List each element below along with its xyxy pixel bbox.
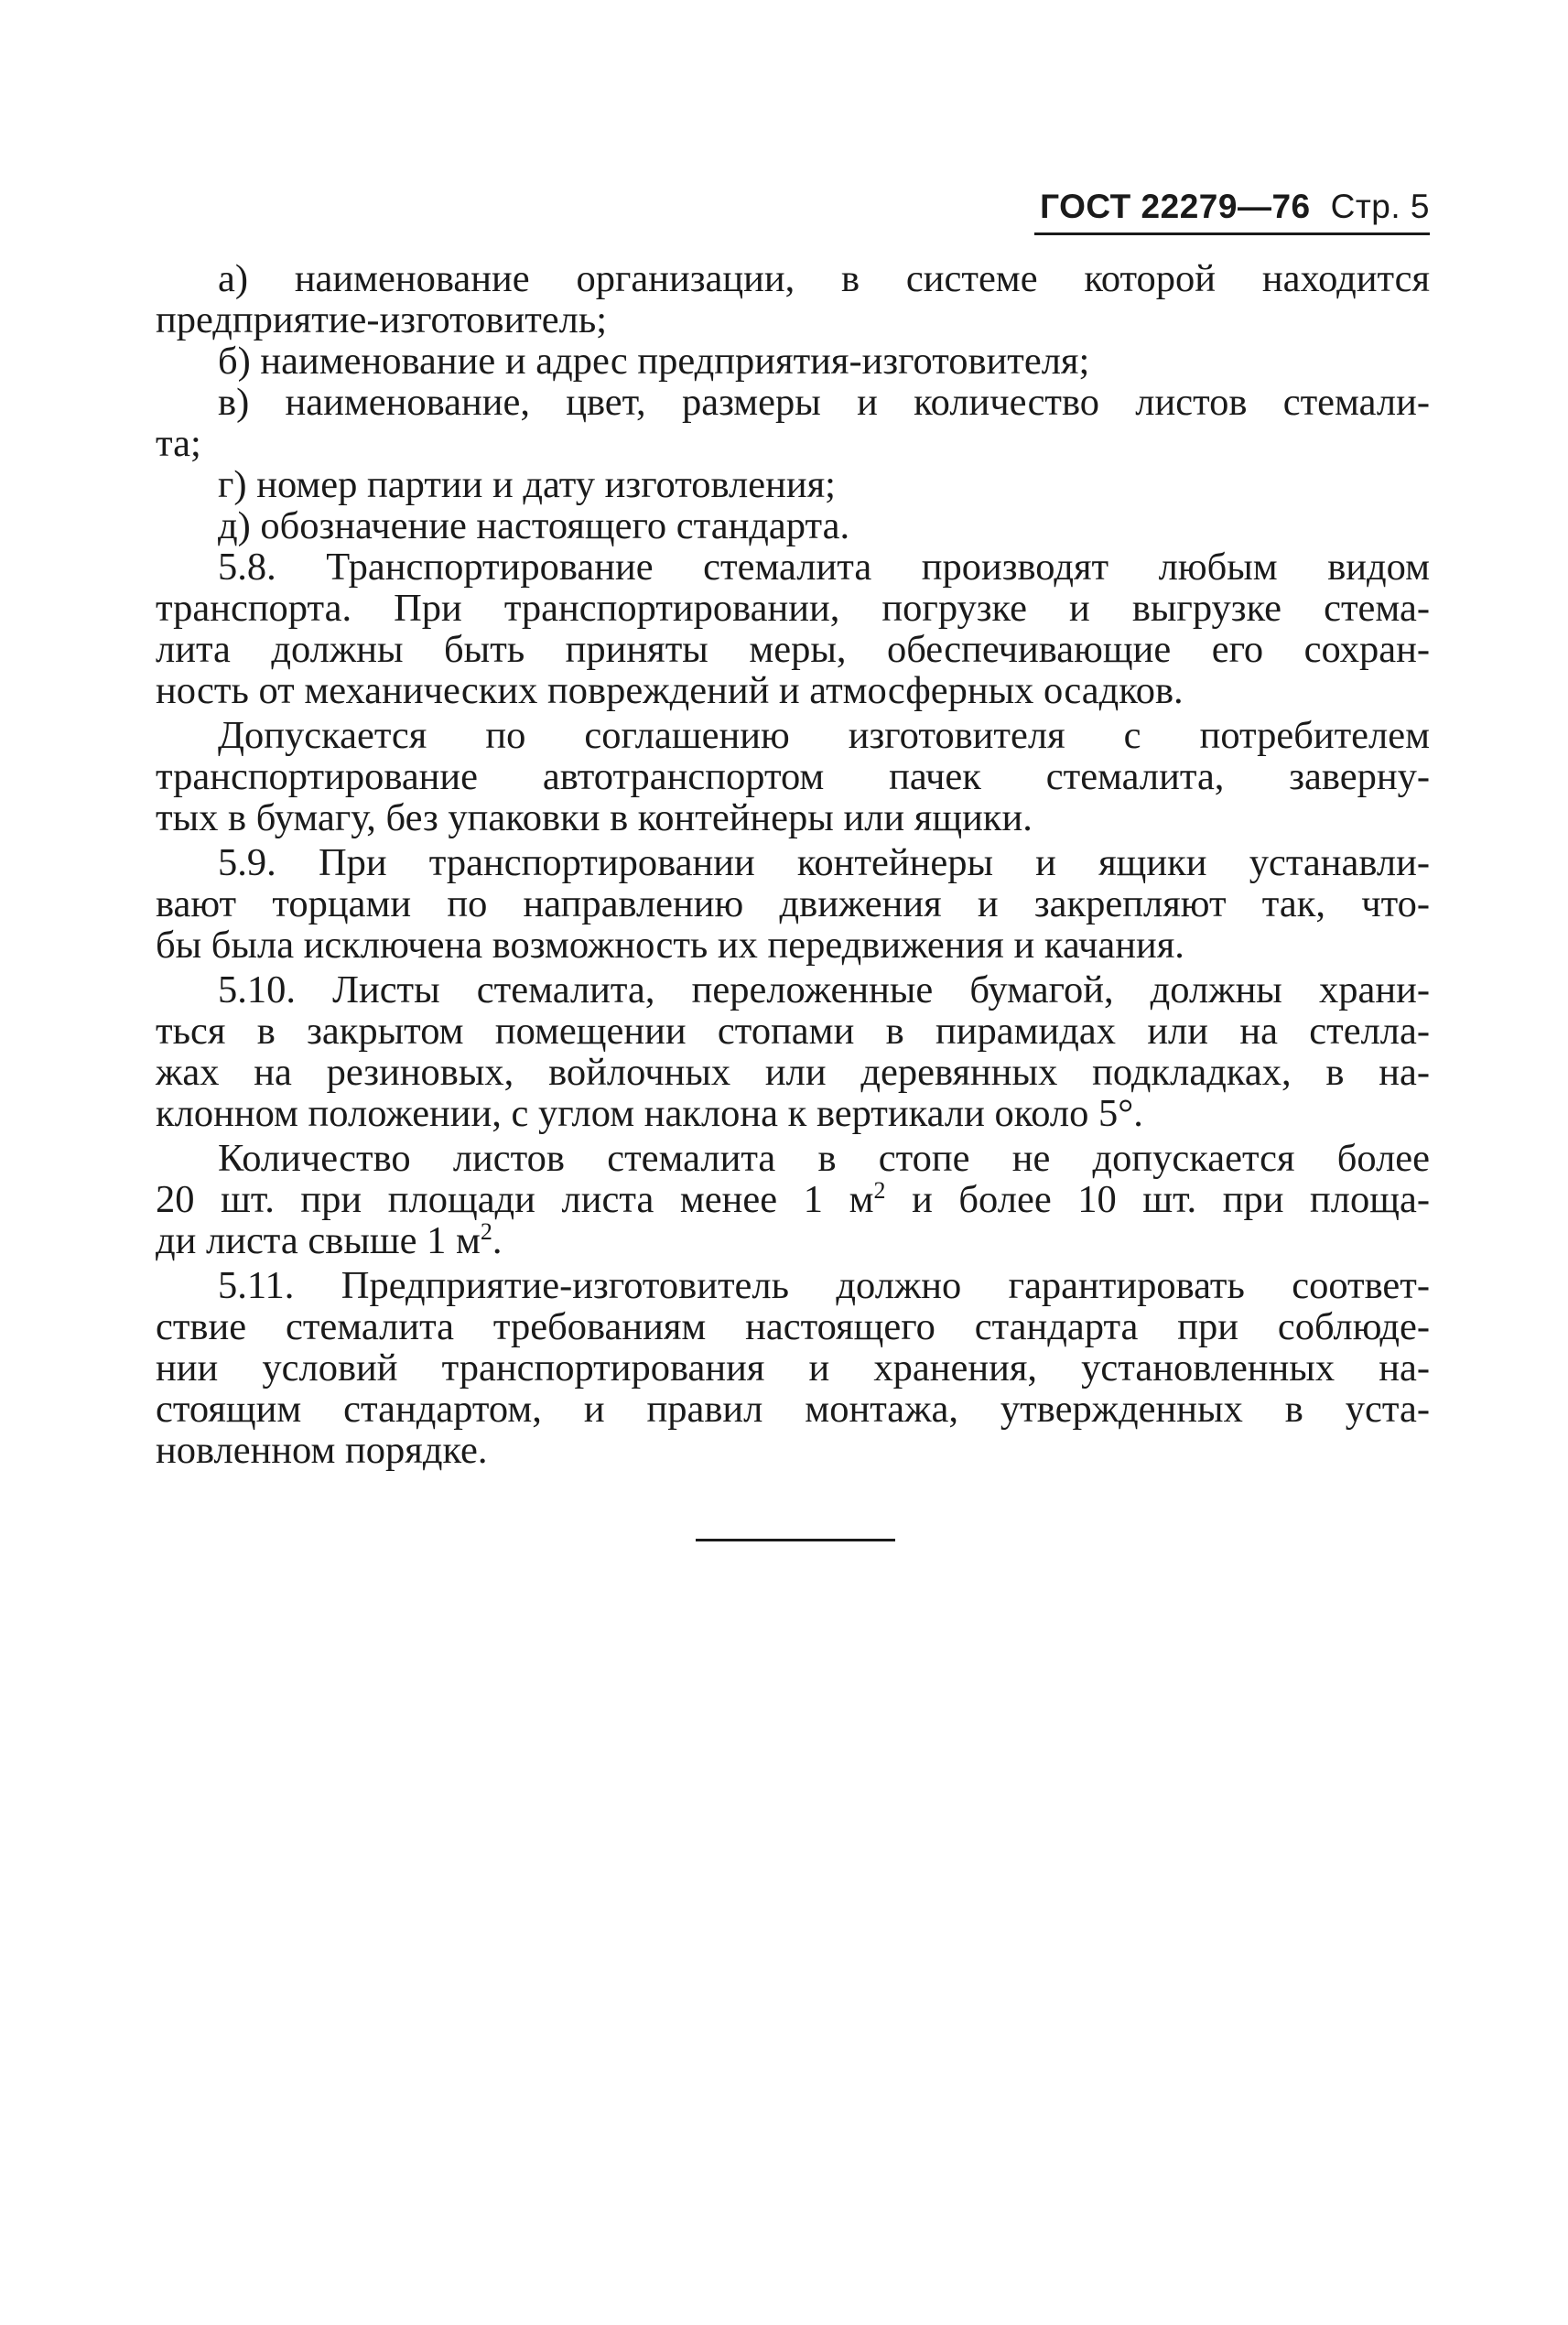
text-line: 5.9. При транспортировании контейнеры и ящики устанавли- bbox=[218, 841, 1430, 884]
text-fragment: 20 шт. при площади листа менее 1 м bbox=[156, 1178, 874, 1221]
superscript: 2 bbox=[480, 1217, 492, 1245]
text-line: 5.11. Предприятие-изготовитель должно гарантировать соответ- bbox=[218, 1264, 1430, 1307]
text-line: ться в закрытом помещении стопами в пирамидах или на стелла- bbox=[156, 1010, 1430, 1053]
text-line: тых в бумагу, без упаковки в контейнеры или ящики. bbox=[156, 796, 1033, 839]
text-line bbox=[156, 1217, 1430, 1262]
text-line: бы была исключена возможность их передвижения и качания. bbox=[156, 924, 1184, 967]
page-number: Стр. 5 bbox=[1330, 188, 1430, 225]
text-line: вают торцами по направлению движения и закрепляют так, что- bbox=[156, 882, 1430, 925]
paragraph-5-10-quantity bbox=[156, 1138, 1430, 1261]
end-of-section-rule bbox=[696, 1539, 895, 1541]
text-line: новленном порядке. bbox=[156, 1429, 488, 1472]
text-line: б) наименование и адрес предприятия-изготовителя; bbox=[218, 340, 1090, 383]
text-line: д) обозначение настоящего стандарта. bbox=[218, 504, 850, 547]
text-line: а) наименование организации, в системе которой находится bbox=[218, 257, 1430, 300]
paragraph-5-9 bbox=[156, 842, 1430, 966]
text-line: стоящим стандартом, и правил монтажа, утвержденных в уста- bbox=[156, 1388, 1430, 1431]
text-line: лита должны быть приняты меры, обеспечивающие его сохран- bbox=[156, 628, 1430, 671]
text-line: транспортирование автотранспортом пачек стемалита, заверну- bbox=[156, 755, 1430, 798]
standard-number: ГОСТ 22279—76 bbox=[1040, 188, 1311, 225]
page-header bbox=[1016, 188, 1430, 226]
paragraph-5-8 bbox=[156, 546, 1430, 711]
text-line: клонном положении, с углом наклона к вертикали около 5°. bbox=[156, 1092, 1143, 1135]
text-line: та; bbox=[156, 422, 201, 465]
text-line: транспорта. При транспортировании, погрузке и выгрузке стема- bbox=[156, 587, 1430, 630]
text-line: Допускается по соглашению изготовителя с потребителем bbox=[218, 714, 1430, 757]
text-line: 5.8. Транспортирование стемалита производят любым видом bbox=[218, 546, 1430, 589]
text-line: г) номер партии и дату изготовления; bbox=[218, 463, 836, 506]
paragraph-5-8-allowance bbox=[156, 715, 1430, 838]
text-line: жах на резиновых, войлочных или деревянных подкладках, в на- bbox=[156, 1051, 1430, 1094]
text-fragment: . bbox=[492, 1219, 503, 1262]
text-fragment: и более 10 шт. при площа- bbox=[885, 1178, 1430, 1221]
text-line: ность от механических повреждений и атмосферных осадков. bbox=[156, 669, 1184, 712]
text-line: предприятие-изготовитель; bbox=[156, 298, 608, 341]
paragraph-marking-list bbox=[156, 258, 1430, 546]
text-line: 5.10. Листы стемалита, переложенные бумагой, должны храни- bbox=[218, 968, 1430, 1011]
text-line: ствие стемалита требованиям настоящего стандарта при соблюде- bbox=[156, 1305, 1430, 1348]
header-rule bbox=[1034, 232, 1430, 235]
paragraph-5-10 bbox=[156, 969, 1430, 1134]
text-line: Количество листов стемалита в стопе не допускается более bbox=[218, 1137, 1430, 1180]
body-text bbox=[156, 258, 1430, 1471]
text-line: в) наименование, цвет, размеры и количество листов стемали- bbox=[218, 381, 1430, 424]
text-line: нии условий транспортирования и хранения, установленных на- bbox=[156, 1346, 1430, 1390]
text-fragment: ди листа свыше 1 м bbox=[156, 1219, 481, 1262]
superscript: 2 bbox=[873, 1176, 886, 1204]
text-line bbox=[156, 1176, 1430, 1221]
paragraph-5-11 bbox=[156, 1265, 1430, 1471]
